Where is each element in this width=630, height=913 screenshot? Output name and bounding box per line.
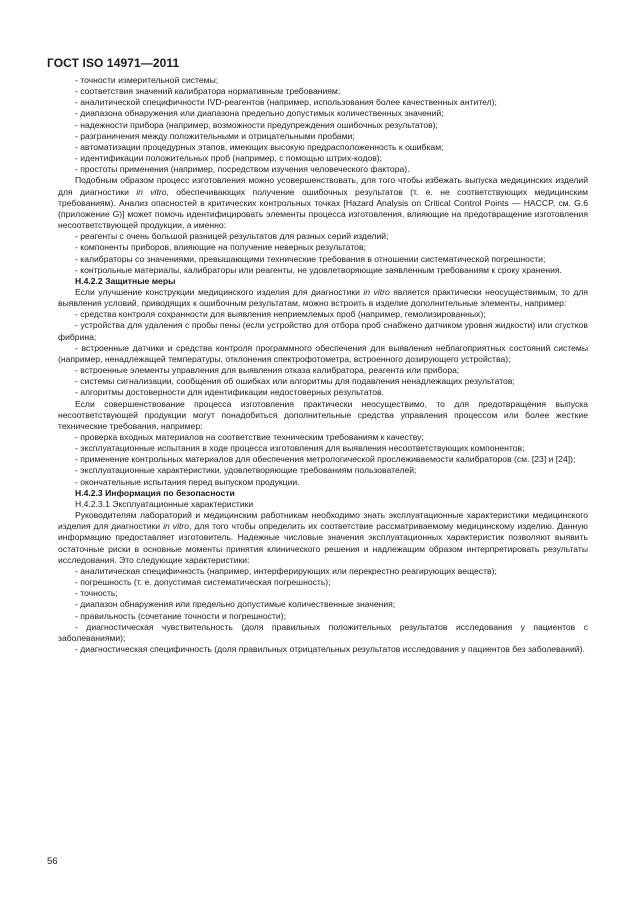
list-item: - применение контрольных материалов для обеспечения метрологической прослеживаемости калибраторов (см. [23] и [24]); <box>75 454 576 465</box>
list-item: - контрольные материалы, калибраторы или реагенты, не удовлетворяющие заявленным требованиям к сроку хранения. <box>75 264 562 275</box>
list-item: - системы сигнализации, сообщения об ошибках или алгоритмы для подавления ненадлежащих результатов; <box>75 376 515 387</box>
list-item: - алгоритмы достоверности для идентификации недостоверных результатов. <box>75 387 384 398</box>
list-item: - точность; <box>75 588 118 599</box>
subsection-heading: Н.4.2.3.1 Эксплуатационные характеристики <box>75 498 254 509</box>
list-item: - погрешность (т. е. допустимая систематическая погрешность); <box>75 577 331 588</box>
list-item: - диапазона обнаружения или диапазона предельно допустимых количественных значений; <box>75 108 444 119</box>
standard-header: ГОСТ ISO 14971—2011 <box>47 56 180 70</box>
list-item: - автоматизации процедурных этапов, имеющих высокую предрасположенность к ошибкам; <box>75 141 444 152</box>
list-item: - средства контроля сохранности для выявления неприемлемых проб (например, гемолизированных); <box>75 309 486 320</box>
paragraph: Руководителям лабораторий и медицинским работникам необходимо знать эксплуатационные характеристики медицинского изделия для диагностики in vitro, для того чтобы определить их соответствие рассматриваемому медицинскому изделию. Данную информацию предоставляет изготовитель. Надежные числовые значения эксплуатационных характеристик позволяют выявить остаточные риски в основные моменты принятия клинического решения и надлежащим образом интерпретировать результаты исследования. Это следующие характеристики: <box>58 510 588 565</box>
list-item: - простоты применения (например, посредством изучения человеческого фактора). <box>75 164 410 175</box>
list-item: - правильность (сочетание точности и погрешности); <box>75 610 286 621</box>
list-item: - точности измерительной системы; <box>75 75 219 85</box>
list-item: - идентификации положительных проб (например, с помощью штрих-кодов); <box>75 153 383 164</box>
document-body <box>58 75 588 655</box>
list-item: - проверка входных материалов на соответствие техническим требованиям к качеству; <box>75 432 424 442</box>
list-item: - аналитическая специфичность (например, интерферирующих или перекрестно реагирующих веществ); <box>75 565 497 576</box>
list-item: - окончательные испытания перед выпуском продукции. <box>75 476 300 487</box>
list-item: - компоненты приборов, влияющие на получение неверных результатов; <box>75 242 366 253</box>
section-heading: Н.4.2.2 Защитные меры <box>75 275 176 286</box>
page-number: 56 <box>47 856 58 867</box>
list-item: - аналитической специфичности IVD-реагентов (например, использования более качественных антител); <box>75 97 497 108</box>
list-item: - диагностическая специфичность (доля правильных отрицательных результатов исследования у пациентов без заболеваний). <box>75 643 585 654</box>
list-item: - диапазон обнаружения или предельно допустимые количественные значения; <box>75 599 396 610</box>
list-item: - реагенты с очень большой разницей результатов для разных серий изделий; <box>75 231 389 242</box>
paragraph: Если совершенствование процесса изготовления практически неосуществимо, то для предотвращения выпуска несоответствующей продукции могут понадобиться дополнительные средства управления процессом или более жесткие технические требования, например: <box>58 398 588 431</box>
list-item: - устройства для удаления с пробы пены (если устройство для отбора проб снабжено датчиком уровня жидкости) или сгустков фибрина; <box>58 320 588 342</box>
list-item: - эксплуатационные испытания в ходе процесса изготовления для выявления несоответствующих компонентов; <box>75 443 525 454</box>
paragraph: Если улучшение конструкции медицинского изделия для диагностики in vitro является практически неосуществимым, то для выявления условий, приводящих к ошибочным результатам, можно встроить в изделие дополнительные элементы, например: <box>58 286 589 309</box>
list-item: - диагностическая чувствительность (доля правильных положительных результатов исследования у пациентов с заболеваниями); <box>58 621 588 643</box>
list-item: - калибраторы со значениями, превышающими технические требования в отношении систематической погрешности; <box>75 253 546 264</box>
list-item: - соответствия значений калибратора нормативным требованиям; <box>75 86 341 97</box>
section-heading: Н.4.2.3 Информация по безопасности <box>75 487 235 498</box>
list-item: - эксплуатационные характеристики, удовлетворяющие требованиям пользователей; <box>75 465 417 476</box>
paragraph: Подобным образом процесс изготовления можно усовершенствовать, для того чтобы избежать выпуска медицинских изделий для диагностики in vitro, обеспечивающих получение ошибочных результатов (т. е. не соответствующих медицинским требованиям). Анализ опасностей в критических контрольных точках [Hazard Analysis on Critical Control Points — HACCP, см. G.6 (приложение G)] может помочь идентифицировать элементы процесса изготовления, влияющие на предотвращение изготовления несоответствующей продукции, а именно: <box>58 175 589 231</box>
list-item: - встроенные элементы управления для выявления отказа калибратора, реагента или прибора; <box>75 365 460 376</box>
list-item: - надежности прибора (например, возможности предупреждения ошибочных результатов); <box>75 119 438 130</box>
list-item: - встроенные датчики и средства контроля программного обеспечения для выявления неблагоприятных состояний системы (например, ненадлежащей температуры, отклонения спектрофотометра, встроенного дозирующего устройства); <box>58 342 588 364</box>
list-item: - разграничения между положительными и отрицательными пробами; <box>75 130 355 141</box>
